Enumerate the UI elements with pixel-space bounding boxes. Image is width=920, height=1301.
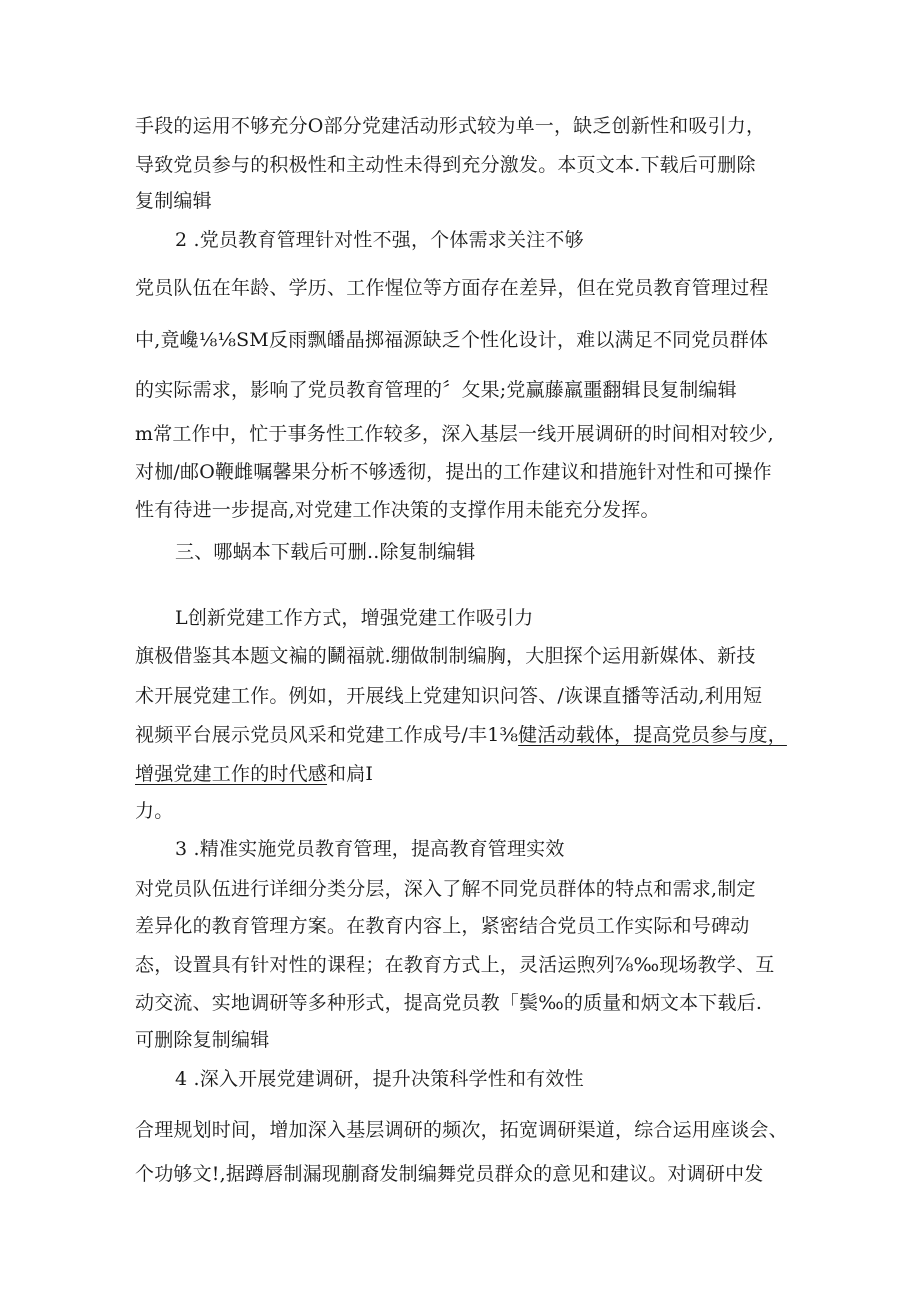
- paragraph-line: 术开展党建工作。例如，开展线上党建知识问答、∕诙课直播等活动,利用短: [135, 685, 763, 707]
- section-heading: 3 .精准实施党员教育管理，提高教育管理实效: [175, 838, 565, 860]
- paragraph-line: 手段的运用不够充分O部分党建活动形式较为单一，缺乏创新性和吸引力，: [135, 115, 766, 137]
- paragraph-line: 态，设置具有针对性的课程；在教育方式上，灵活运煦列⅞‰现场教学、互: [135, 954, 775, 976]
- paragraph-line: 合理规划时间，增加深入基层调研的频次，拓宽调研渠道，综合运用座谈会、: [135, 1119, 788, 1141]
- section-heading: 2 .党员教育管理针对性不强，个体需求关注不够: [175, 229, 584, 251]
- paragraph-line: 差异化的教育管理方案。在教育内容上，紧密结合党员工作实际和号碑动: [135, 915, 750, 937]
- paragraph-line: 可删除复制编辑: [135, 1029, 270, 1051]
- line-text: 和扃I: [327, 763, 374, 785]
- line-text: 视频平台展示党员风采和党建工作成号/丰1⅜: [135, 724, 519, 746]
- paragraph-line: [135, 722, 787, 748]
- paragraph-line: m常工作中，忙于事务性工作较多，深入基层一线开展调研的时间相对较少,: [135, 423, 774, 445]
- paragraph-line: 的实际需求，影响了党员教育管理的〞攵果;党赢藤羸噩翻辑艮复制编辑: [135, 379, 737, 401]
- paragraph-line: [135, 761, 373, 787]
- section-heading: 4 .深入开展党建调研，提升决策科学性和有效性: [175, 1068, 584, 1090]
- paragraph-line: 动交流、实地调研等多种形式，提高党员教「鬓‰的质量和炳文本下载后.: [135, 992, 763, 1014]
- paragraph-line: 对枷/邮O鞭雌嘱馨果分析不够透彻，提出的工作建议和措施针对性和可操作: [135, 461, 772, 483]
- paragraph-line: 个功够文!,据蹲唇制漏现蒯裔发制编舞党员群众的意见和建议。对调研中发: [135, 1163, 764, 1185]
- section-heading: 三、哪蜗本下载后可删..除复制编辑: [175, 541, 476, 563]
- paragraph-line: 复制编辑: [135, 190, 212, 212]
- paragraph-line: 对党员队伍进行详细分类分层，深入了解不同党员群体的特点和需求,制定: [135, 878, 756, 900]
- paragraph-line: 旗极借鉴其本题文褊的鬭福就.绷做制制编胸，大胆探个运用新媒体、新技: [135, 645, 756, 667]
- section-heading: L创新党建工作方式，增强党建工作吸引力: [175, 607, 534, 629]
- paragraph-line: 党员队伍在年龄、学历、工作惺位等方面存在差异，但在党员教育管理过程: [135, 277, 769, 299]
- underlined-text: 增强党建工作的时代感: [135, 763, 328, 785]
- paragraph-line: 中,竟巉⅛⅛SM反雨飘皤晶掷福源缺乏个性化设计，难以满足不同党员群体: [135, 329, 769, 351]
- underlined-text: 健活动载体，提高党员参与度，: [518, 724, 787, 746]
- paragraph-line: 性有待进一步提高,对党建工作决策的支撑作用未能充分发挥。: [135, 499, 660, 521]
- paragraph-line: 导致党员参与的积极性和主动性未得到充分激发。本页文本.下载后可删除: [135, 154, 756, 176]
- paragraph-line: 力。: [135, 800, 174, 822]
